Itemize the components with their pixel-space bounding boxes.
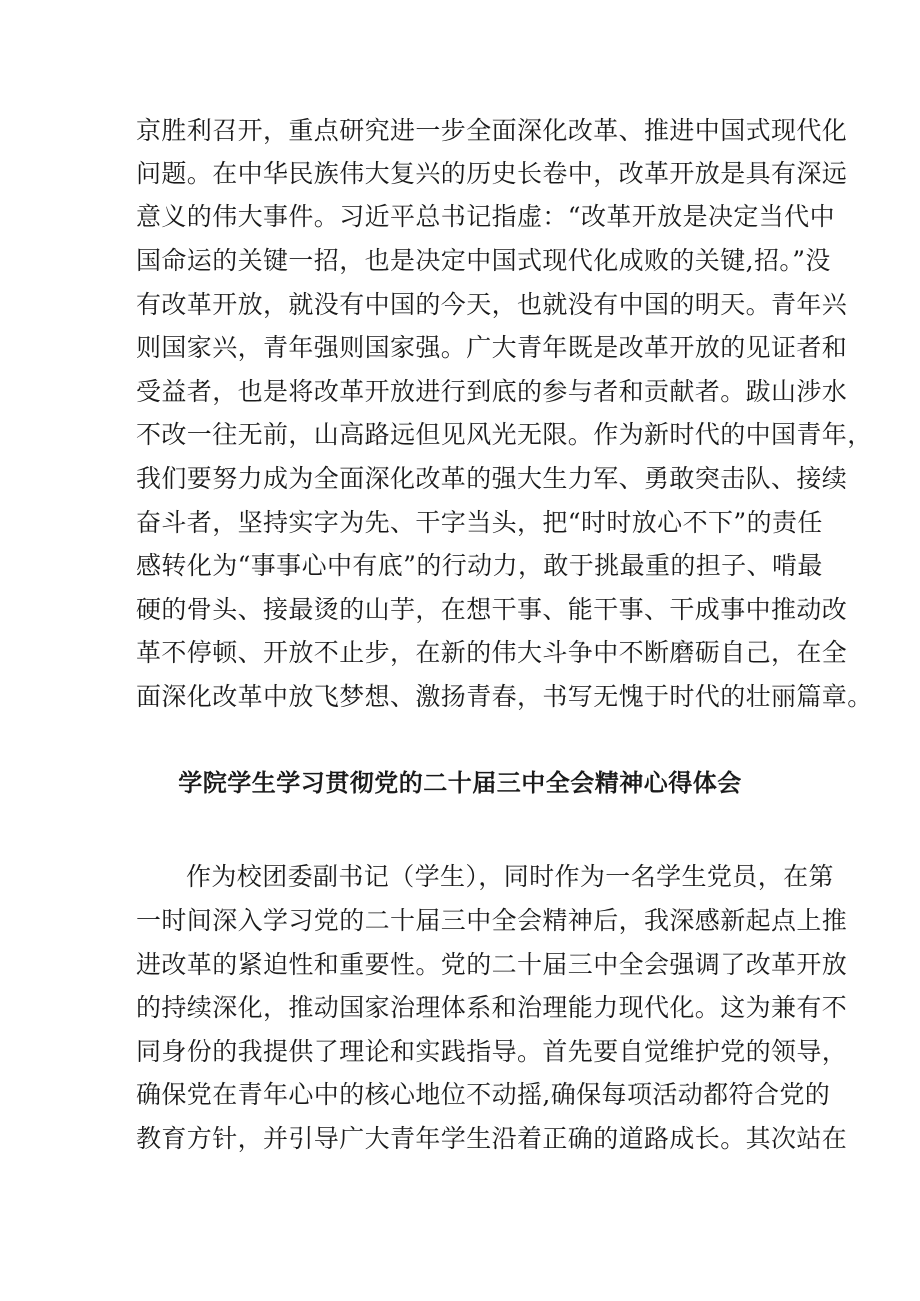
text-line: 教育方针，并引导广大青年学生沿着正确的道路成长。其次站在: [136, 1124, 848, 1153]
text-line: 进改革的紧迫性和重要性。党的二十届三中全会强调了改革开放: [136, 950, 848, 979]
text-line: 受益者，也是将改革开放进行到底的参与者和贡献者。跋山涉水: [136, 377, 848, 406]
section-title: 学院学生学习贯彻党的二十届三中全会精神心得体会: [178, 768, 742, 797]
text-line: 同身份的我提供了理论和实践指导。首先要自觉维护党的领导，: [136, 1037, 848, 1066]
text-line: 我们要努力成为全面深化改革的强大生力军、勇敢突击队、接续: [136, 464, 848, 493]
text-line: 问题。在中华民族伟大复兴的历史长卷中，改革开放是具有深远: [136, 159, 848, 188]
text-line: 有改革开放，就没有中国的今天，也就没有中国的明天。青年兴: [136, 290, 848, 319]
text-line: 则国家兴，青年强则国家强。广大青年既是改革开放的见证者和: [136, 333, 848, 362]
text-line: 的持续深化，推动国家治理体系和治理能力现代化。这为兼有不: [136, 993, 848, 1022]
text-line: 面深化改革中放飞梦想、激扬青春，书写无愧于时代的壮丽篇章。: [136, 682, 873, 711]
text-line: 一时间深入学习党的二十届三中全会精神后，我深感新起点上推: [136, 906, 848, 935]
text-line: 奋斗者，坚持实字为先、干字当头，把“时时放心不下”的责任: [136, 508, 823, 537]
text-line: 不改一往无前，山高路远但见风光无限。作为新时代的中国青年，: [136, 420, 873, 449]
text-line: 意义的伟大事件。习近平总书记指虚：“改革开放是决定当代中: [136, 202, 835, 231]
text-line: 革不停顿、开放不止步，在新的伟大斗争中不断磨砺自己，在全: [136, 638, 848, 667]
text-line: 感转化为“事事心中有底”的行动力，敢于挑最重的担子、啃最: [136, 551, 823, 580]
text-line: 京胜利召开，重点研究进一步全面深化改革、推进中国式现代化: [136, 116, 848, 145]
text-line: 国命运的关键一招，也是决定中国式现代化成败的关键,招。”没: [136, 246, 831, 275]
text-line: 作为校团委副书记（学生），同时作为一名学生党员，在第: [186, 862, 834, 891]
text-line: 硬的骨头、接最烫的山芋，在想干事、能干事、干成事中推动改: [136, 595, 848, 624]
text-line: 确保党在青年心中的核心地位不动摇,确保每项活动都符合党的: [136, 1080, 831, 1109]
